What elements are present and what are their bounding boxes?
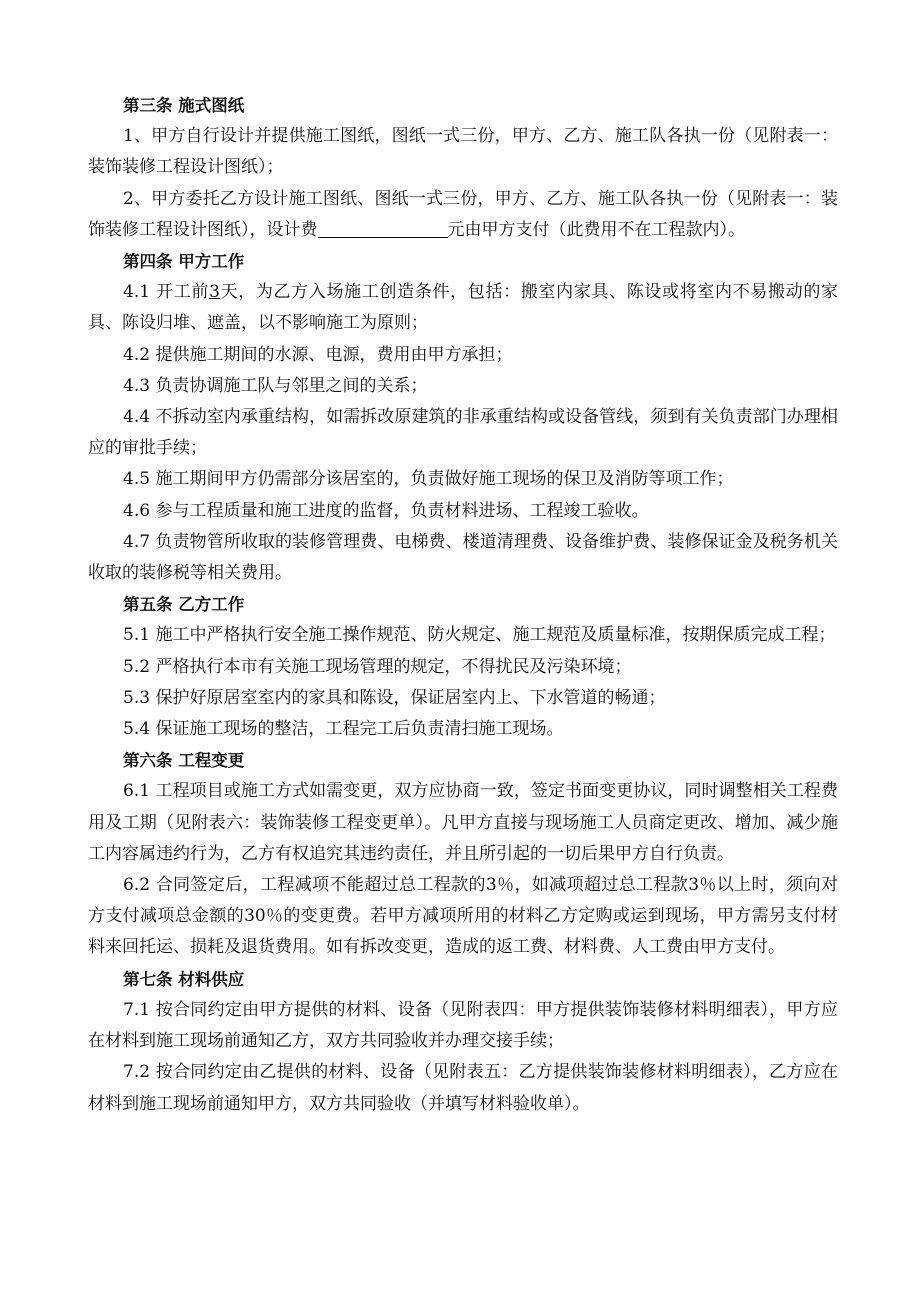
days-value: 3 — [209, 282, 220, 303]
section-7-item-1: 7.1 按合同约定由甲方提供的材料、设备（见附表四：甲方提供装饰装修材料明细表），甲方应在材料到施工现场前通知乙方，双方共同验收并办理交接手续； — [88, 999, 838, 1052]
section-3-item-2-tail: 元由甲方支付（此费用不在工程款内）。 — [447, 219, 745, 240]
section-4-item-2: 4.2 提供施工期间的水源、电源，费用由甲方承担； — [123, 344, 513, 365]
section-6-item-2: 6.2 合同签定后，工程减项不能超过总工程款的3％，如减项超过总工程款3％以上时，须向对方支付减项总金额的30％的变更费。若甲方减项所用的材料乙方定购或运到现场，甲方需另支付材料来回托运、损耗及退货费用。如有拆改变更，造成的返工费、材料费、人工费由甲方支付。 — [88, 875, 838, 958]
contract-page — [88, 90, 838, 1120]
section-7-item-2: 7.2 按合同约定由乙提供的材料、设备（见附表五：乙方提供装饰装修材料明细表），乙方应在材料到施工现场前通知甲方，双方共同验收（并填写材料验收单）。 — [88, 1062, 838, 1114]
section-4-item-5: 4.5 施工期间甲方仍需部分该居室的，负责做好施工现场的保卫及消防等项工作； — [123, 469, 734, 490]
section-3-item-2-text: 2、甲方委托乙方设计施工图纸、图纸一式三份，甲方、乙方、施工队各执一份（见附表一：装饰装修工程设计图纸），设计费 — [88, 188, 838, 240]
section-7-heading: 第七条 材料供应 — [123, 969, 245, 989]
section-4-item-7: 4.7 负责物管所收取的装修管理费、电梯费、楼道清理费、设备维护费、装修保证金及税务机关收取的装修税等相关费用。 — [88, 531, 838, 584]
section-5-item-2: 5.2 严格执行本市有关施工现场管理的规定，不得扰民及污染环境； — [123, 656, 632, 677]
section-5-item-1: 5.1 施工中严格执行安全施工操作规范、防火规定、施工规范及质量标准，按期保质完成工程； — [123, 625, 836, 646]
section-3-item-1: 1、甲方自行设计并提供施工图纸，图纸一式三份，甲方、乙方、施工队各执一份（见附表一：装饰装修工程设计图纸）； — [88, 126, 838, 178]
section-4-item-3: 4.3 负责协调施工队与邻里之间的关系； — [123, 375, 428, 396]
section-4-heading: 第四条 甲方工作 — [123, 252, 245, 272]
section-3-item-2 — [88, 184, 838, 246]
section-6-heading: 第六条 工程变更 — [123, 751, 245, 771]
section-4-item-1-tail: 天，为乙方入场施工创造条件，包括：搬室内家具、陈设或将室内不易搬动的家具、陈设归堆、遮盖，以不影响施工为原则； — [88, 282, 838, 334]
section-4-item-1-text: 4.1 开工前 — [123, 282, 210, 303]
section-6-item-1: 6.1 工程项目或施工方式如需变更，双方应协商一致，签定书面变更协议，同时调整相关工程费用及工期（见附表六：装饰装修工程变更单）。凡甲方直接与现场施工人员商定更改、增加、减少施工内容属违约行为，乙方有权追究其违约责任，并且所引起的一切后果甲方自行负责。 — [88, 781, 838, 864]
section-5-heading: 第五条 乙方工作 — [123, 595, 245, 615]
section-4-item-1 — [88, 277, 838, 339]
section-4-item-6: 4.6 参与工程质量和施工进度的监督，负责材料进场、工程竣工验收。 — [123, 500, 649, 521]
section-4-item-4: 4.4 不拆动室内承重结构，如需拆改原建筑的非承重结构或设备管线，须到有关负责部门办理相应的审批手续； — [88, 407, 838, 459]
section-3-heading: 第三条 施式图纸 — [123, 96, 245, 115]
section-5-item-3: 5.3 保护好原居室室内的家具和陈设，保证居室内上、下水管道的畅通； — [123, 687, 666, 708]
section-5-item-4: 5.4 保证施工现场的整洁，工程完工后负责清扫施工现场。 — [123, 719, 564, 740]
design-fee-blank — [318, 219, 448, 238]
